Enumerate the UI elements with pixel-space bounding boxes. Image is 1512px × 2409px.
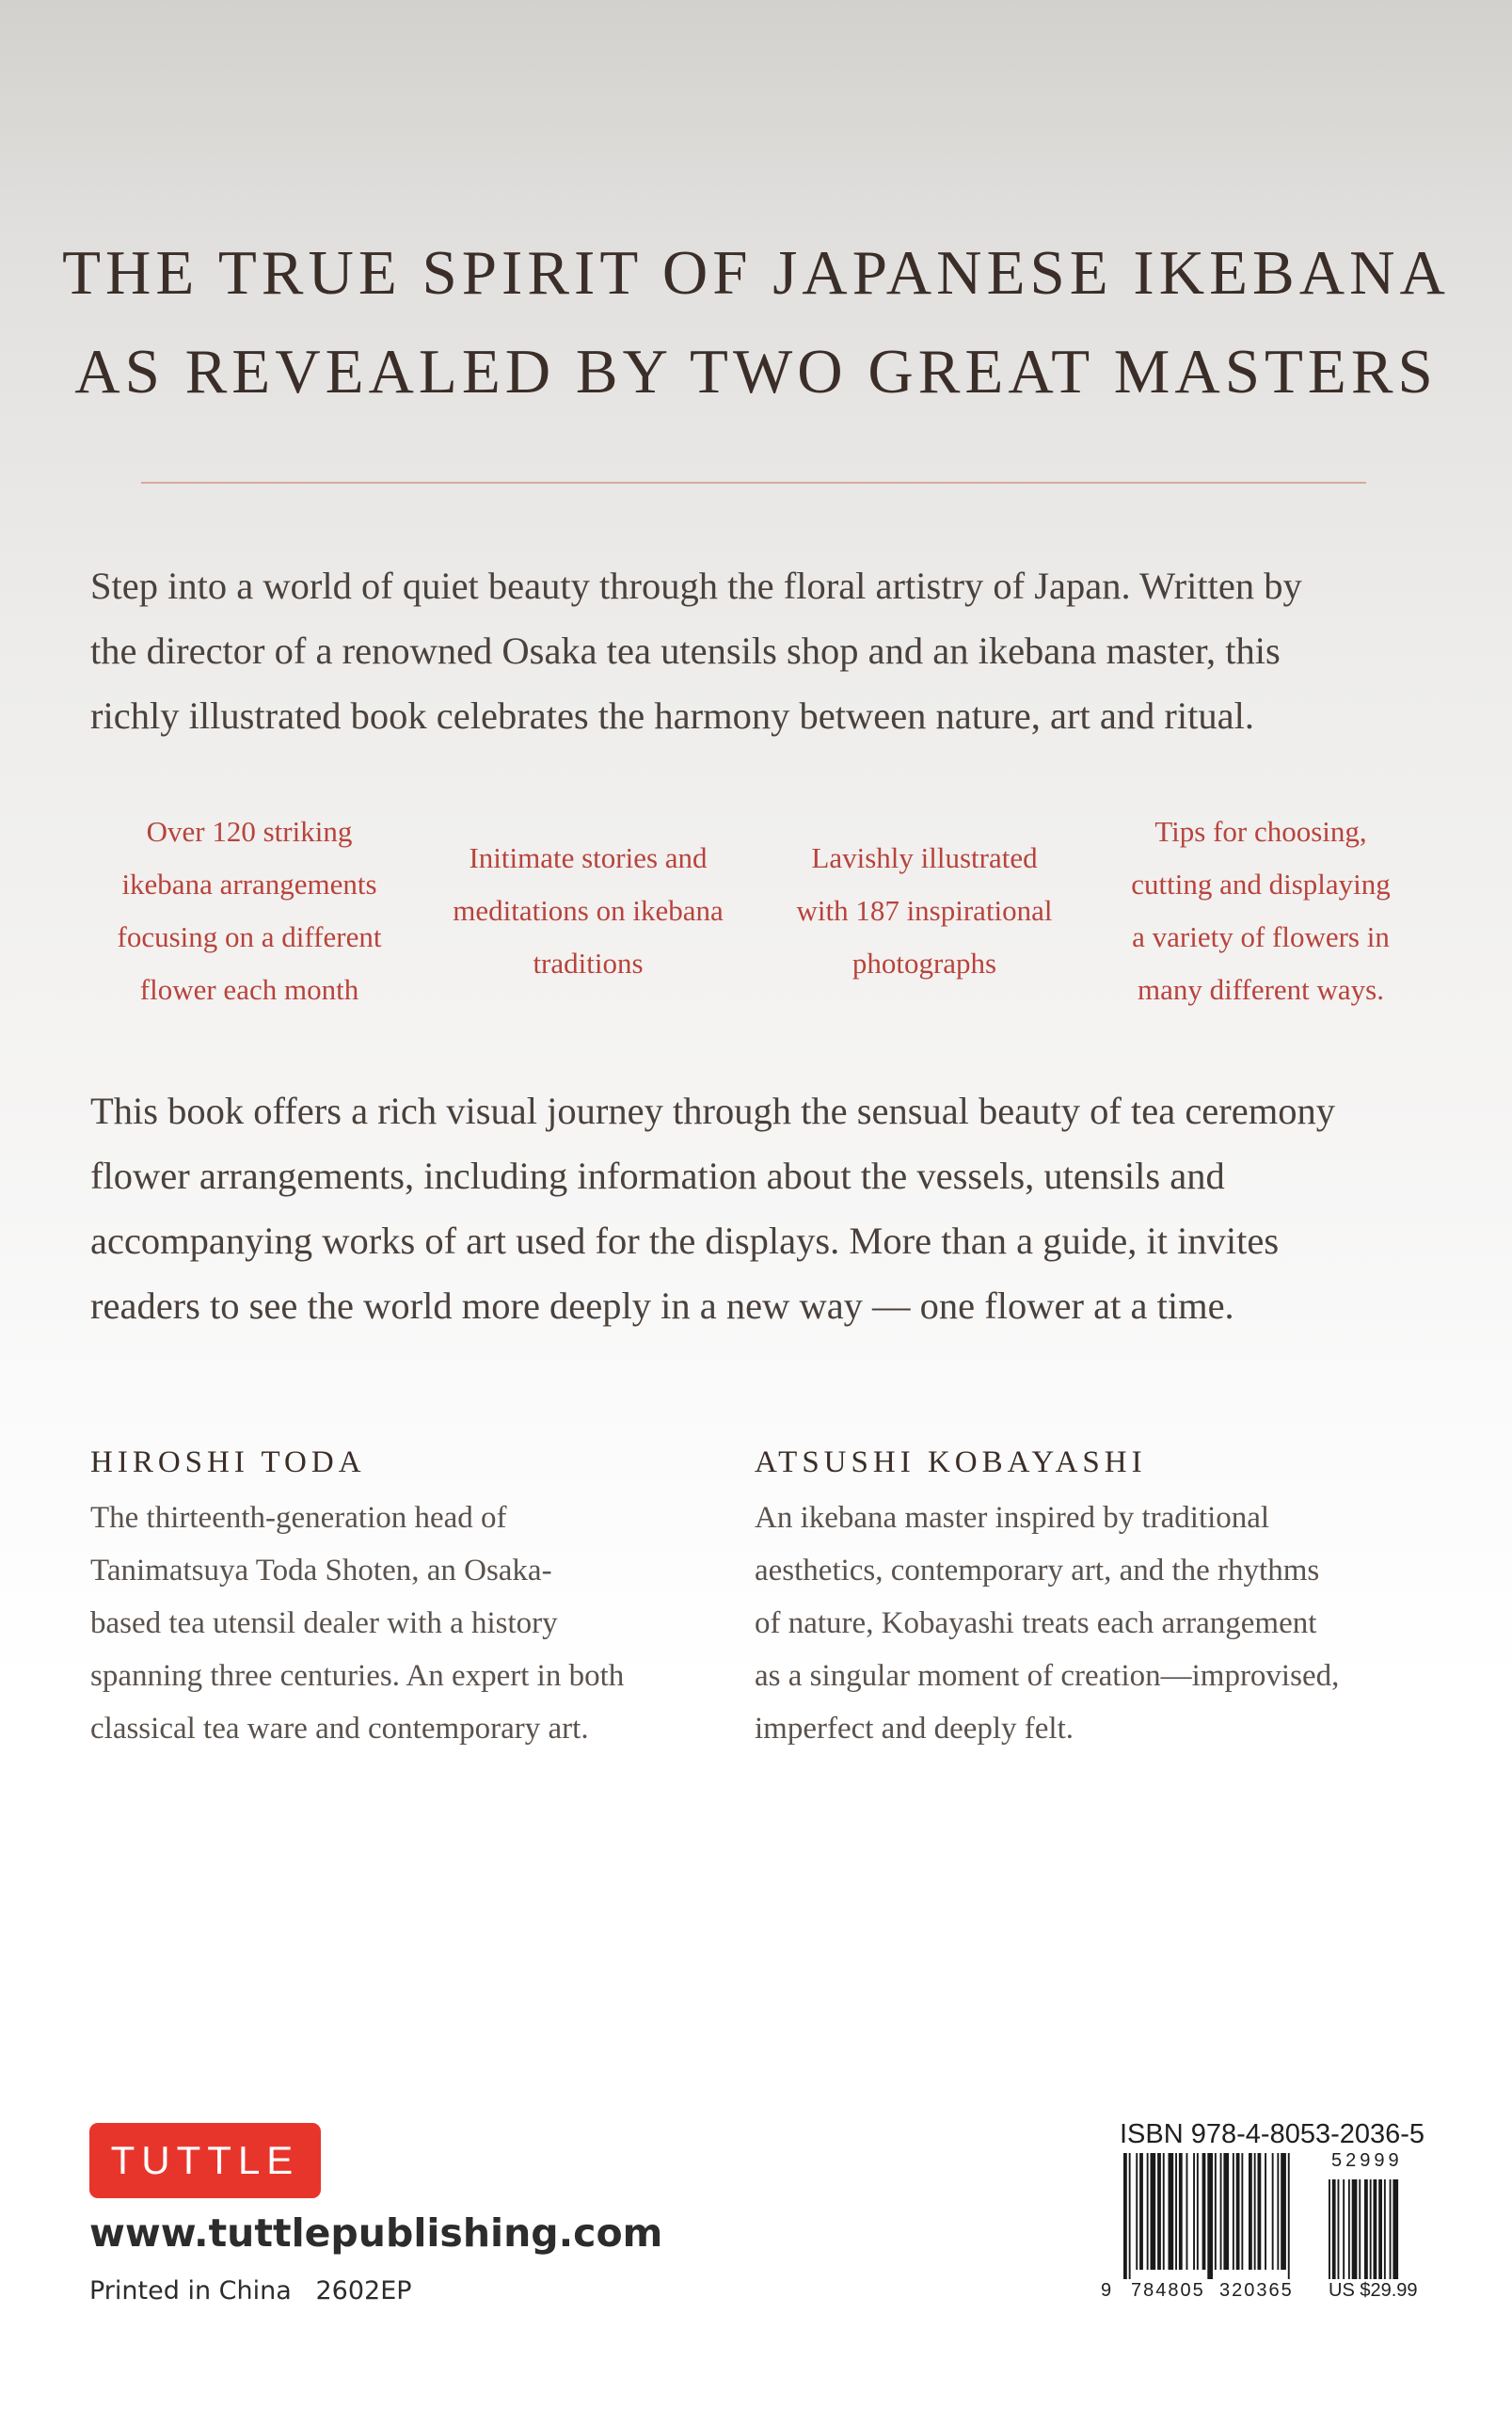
description-line: This book offers a rich visual journey through the sensual beauty of tea ceremony xyxy=(90,1090,1335,1132)
barcode-addon-bar xyxy=(1352,2179,1358,2279)
feature-line: with 187 inspirational xyxy=(796,894,1053,927)
barcode-bar xyxy=(1236,2153,1240,2270)
author-bio-kobayashi xyxy=(755,1492,1432,1755)
barcode-bar xyxy=(1215,2153,1217,2270)
barcode-bar xyxy=(1265,2153,1266,2270)
feature-line: Tips for choosing, xyxy=(1154,815,1367,848)
feature-line: Initimate stories and xyxy=(469,841,708,874)
barcode-bar xyxy=(1207,2153,1213,2279)
barcode-addon-bar xyxy=(1364,2179,1368,2279)
barcode-bar xyxy=(1129,2153,1131,2279)
barcode-left-digits: 784805 xyxy=(1131,2280,1205,2301)
barcode-addon-bar xyxy=(1370,2179,1372,2279)
barcode-addon-bar xyxy=(1374,2179,1377,2279)
feature-line: Over 120 striking xyxy=(146,815,353,848)
barcode-addon-bar xyxy=(1390,2179,1392,2279)
author-name-kobayashi: ATSUSHI KOBAYASHI xyxy=(755,1445,1147,1479)
barcode-bar xyxy=(1169,2153,1174,2270)
barcode-addon-bar xyxy=(1343,2179,1345,2279)
barcode-bar xyxy=(1277,2153,1279,2270)
barcode-addon-bar xyxy=(1348,2179,1350,2279)
barcode-bar xyxy=(1139,2153,1143,2270)
bio-line: of nature, Kobayashi treats each arrangement xyxy=(755,1606,1317,1640)
barcode-bar xyxy=(1151,2153,1156,2270)
printed-in-note: Printed in China 2602EP xyxy=(89,2276,412,2305)
barcode-lead-digit: 9 xyxy=(1101,2280,1112,2301)
barcode-bar xyxy=(1249,2153,1252,2270)
barcode-bar xyxy=(1175,2153,1177,2270)
bio-line: as a singular moment of creation—improvised, xyxy=(755,1659,1340,1693)
author-bio-toda xyxy=(90,1492,730,1755)
barcode-bar xyxy=(1272,2153,1274,2270)
intro-line: Step into a world of quiet beauty through the floral artistry of Japan. Written by xyxy=(90,565,1302,607)
feature-line: meditations on ikebana xyxy=(453,894,724,927)
barcode-bar xyxy=(1241,2153,1243,2270)
author-name-toda: HIROSHI TODA xyxy=(90,1445,366,1479)
feature-line: Lavishly illustrated xyxy=(811,841,1038,874)
feature-line: flower each month xyxy=(139,973,359,1006)
bio-line: imperfect and deeply felt. xyxy=(755,1712,1074,1746)
publisher-website[interactable]: www.tuttlepublishing.com xyxy=(89,2210,663,2256)
feature-line: ikebana arrangements xyxy=(121,868,377,901)
barcode-graphic xyxy=(1118,2153,1428,2285)
barcode-bar xyxy=(1258,2153,1262,2270)
bio-line: based tea utensil dealer with a history xyxy=(90,1606,558,1640)
feature-block-2 xyxy=(405,832,772,990)
barcode-addon-bar xyxy=(1378,2179,1382,2279)
barcode-addon-bar xyxy=(1338,2179,1340,2279)
description-line: flower arrangements, including information about the vessels, utensils and xyxy=(90,1155,1225,1197)
barcode-addon-digits: 52999 xyxy=(1331,2150,1403,2171)
description-line: readers to see the world more deeply in a new way — one flower at a time. xyxy=(90,1284,1234,1327)
description-line: accompanying works of art used for the displays. More than a guide, it invites xyxy=(90,1220,1280,1262)
feature-block-3 xyxy=(753,832,1096,990)
divider-rule xyxy=(141,482,1366,484)
barcode-bar xyxy=(1157,2153,1161,2270)
barcode-addon-bar xyxy=(1393,2179,1398,2279)
description-paragraph xyxy=(90,1078,1426,1338)
barcode-bar xyxy=(1186,2153,1188,2270)
barcode-bar xyxy=(1288,2153,1290,2279)
feature-line: focusing on a different xyxy=(117,920,382,953)
barcode-addon-bar xyxy=(1332,2179,1336,2279)
barcode-bar xyxy=(1163,2153,1165,2270)
barcode-bar xyxy=(1223,2153,1229,2270)
tuttle-logo: TUTTLE xyxy=(89,2123,321,2198)
feature-line: a variety of flowers in xyxy=(1132,920,1390,953)
feature-block-4 xyxy=(1073,806,1449,1016)
barcode-addon-bar xyxy=(1384,2179,1386,2279)
barcode-bar xyxy=(1254,2153,1256,2270)
barcode-right-digits: 320365 xyxy=(1219,2280,1294,2301)
barcode-addon-bar xyxy=(1329,2179,1330,2279)
barcode-bar xyxy=(1220,2153,1222,2270)
headline-line-1: THE TRUE SPIRIT OF JAPANESE IKEBANA xyxy=(62,238,1450,308)
feature-block-1 xyxy=(61,806,438,1016)
barcode-bar xyxy=(1197,2153,1199,2270)
barcode-bar xyxy=(1123,2153,1127,2279)
bio-line: spanning three centuries. An expert in both xyxy=(90,1659,625,1693)
intro-line: richly illustrated book celebrates the harmony between nature, art and ritual. xyxy=(90,694,1255,737)
barcode-bar xyxy=(1193,2153,1195,2270)
feature-line: traditions xyxy=(533,947,644,980)
intro-paragraph xyxy=(90,553,1426,748)
bio-line: An ikebana master inspired by traditional xyxy=(755,1501,1270,1535)
barcode-bar xyxy=(1281,2153,1286,2270)
bio-line: The thirteenth-generation head of xyxy=(90,1501,507,1535)
bio-line: Tanimatsuya Toda Shoten, an Osaka- xyxy=(90,1554,552,1587)
barcode-addon-bar xyxy=(1359,2179,1361,2279)
barcode-bar xyxy=(1202,2153,1206,2270)
barcode-bar xyxy=(1179,2153,1183,2270)
headline-line-2: AS REVEALED BY TWO GREAT MASTERS xyxy=(74,337,1438,407)
barcode-bar xyxy=(1147,2153,1149,2270)
barcode-bar xyxy=(1233,2153,1234,2270)
intro-line: the director of a renowned Osaka tea utensils shop and an ikebana master, this xyxy=(90,630,1281,672)
isbn-text: ISBN 978-4-8053-2036-5 xyxy=(1120,2119,1425,2149)
feature-line: many different ways. xyxy=(1138,973,1384,1006)
bio-line: aesthetics, contemporary art, and the rhythms xyxy=(755,1554,1320,1587)
bio-line: classical tea ware and contemporary art. xyxy=(90,1712,589,1746)
feature-line: photographs xyxy=(851,947,997,980)
feature-line: cutting and displaying xyxy=(1131,868,1391,901)
barcode-bar xyxy=(1136,2153,1138,2270)
barcode-price: US $29.99 xyxy=(1329,2280,1418,2301)
